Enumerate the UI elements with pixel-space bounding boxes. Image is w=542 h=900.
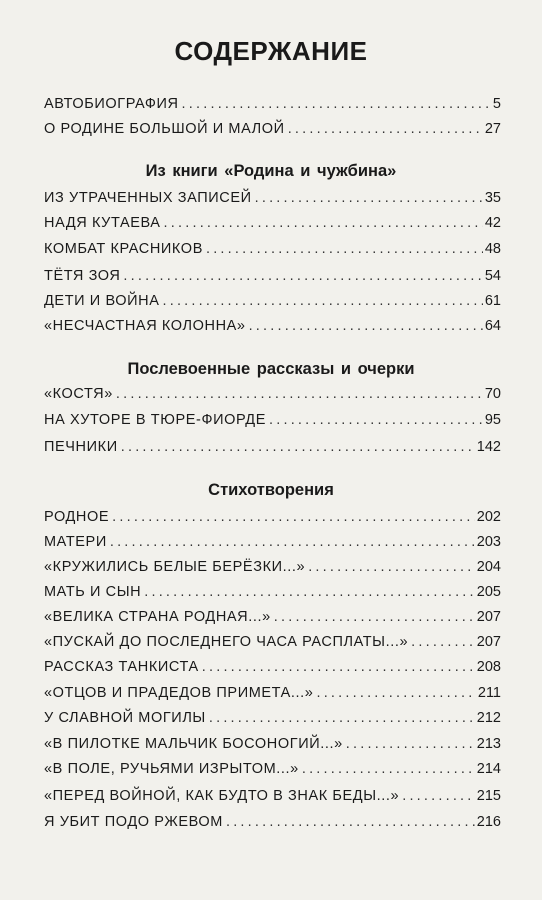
toc-entry-page: 35: [484, 190, 501, 206]
toc-entry-title: «НЕСЧАСТНАЯ КОЛОННА»: [44, 318, 246, 334]
leader-dots: [144, 584, 475, 600]
toc-entry[interactable]: [44, 293, 501, 315]
toc-entry-title: НАДЯ КУТАЕВА: [44, 215, 161, 231]
toc-entry-title: «ВЕЛИКА СТРАНА РОДНАЯ...»: [44, 609, 271, 625]
toc-entry[interactable]: [44, 814, 501, 836]
toc-entry[interactable]: [44, 685, 501, 707]
leader-dots: [226, 814, 475, 830]
toc-entry-title: «ПЕРЕД ВОЙНОЙ, КАК БУДТО В ЗНАК БЕДЫ...»: [44, 788, 400, 804]
toc-entry-page: 213: [476, 736, 501, 752]
toc-entry-page: 216: [476, 814, 501, 830]
toc-entry-page: 215: [476, 788, 501, 804]
toc-entry-title: НА ХУТОРЕ В ТЮРЕ-ФИОРДЕ: [44, 412, 267, 428]
toc-entry-page: 207: [476, 634, 501, 650]
toc-entry-page: 214: [476, 761, 501, 777]
leader-dots: [112, 509, 475, 525]
leader-dots: [269, 412, 483, 428]
toc-entry[interactable]: [44, 318, 501, 340]
toc-entry-title: РОДНОЕ: [44, 509, 110, 525]
toc-entry-title: РАССКАЗ ТАНКИСТА: [44, 659, 199, 675]
leader-dots: [255, 190, 483, 206]
toc-entry[interactable]: [44, 241, 501, 263]
toc-entry-page: 54: [484, 268, 501, 284]
toc-entry-title: У СЛАВНОЙ МОГИЛЫ: [44, 710, 206, 726]
toc-entry-title: Я УБИТ ПОДО РЖЕВОМ: [44, 814, 223, 830]
toc-entry-page: 27: [484, 121, 501, 137]
leader-dots: [116, 386, 483, 402]
leader-dots: [402, 788, 475, 804]
toc-entry-page: 42: [484, 215, 501, 231]
toc-entry-page: 202: [476, 509, 501, 525]
leader-dots: [346, 736, 475, 752]
toc-entry-page: 212: [476, 710, 501, 726]
leader-dots: [123, 268, 482, 284]
leader-dots: [209, 710, 475, 726]
toc-entry-page: 70: [484, 386, 501, 402]
toc-entry[interactable]: [44, 96, 501, 118]
leader-dots: [182, 96, 491, 112]
toc-entry[interactable]: [44, 659, 501, 681]
toc-entry-title: «КРУЖИЛИСЬ БЕЛЫЕ БЕРЁЗКИ...»: [44, 559, 306, 575]
toc-entry[interactable]: [44, 386, 501, 408]
section-heading: Стихотворения: [208, 481, 334, 499]
leader-dots: [110, 534, 475, 550]
section-heading: Послевоенные рассказы и очерки: [127, 360, 415, 378]
toc-entry-title: КОМБАТ КРАСНИКОВ: [44, 241, 203, 257]
toc-entry-page: 64: [484, 318, 501, 334]
page-title: СОДЕРЖАНИЕ: [174, 36, 368, 66]
toc-entry[interactable]: [44, 121, 501, 143]
toc-entry-title: ПЕЧНИКИ: [44, 439, 118, 455]
toc-entry-page: 142: [476, 439, 501, 455]
toc-entry[interactable]: [44, 584, 501, 606]
leader-dots: [316, 685, 475, 701]
toc-entry-title: МАТЬ И СЫН: [44, 584, 142, 600]
leader-dots: [274, 609, 475, 625]
leader-dots: [202, 659, 475, 675]
toc-entry-page: 208: [476, 659, 501, 675]
toc-entry[interactable]: [44, 609, 501, 631]
toc-entry-page: 205: [476, 584, 501, 600]
toc-entry[interactable]: [44, 190, 501, 212]
toc-entry[interactable]: [44, 710, 501, 732]
leader-dots: [249, 318, 483, 334]
toc-entry-page: 211: [477, 685, 501, 701]
toc-entry-title: «ОТЦОВ И ПРАДЕДОВ ПРИМЕТА...»: [44, 685, 314, 701]
section-heading: Из книги «Родина и чужбина»: [145, 162, 397, 180]
toc-entry-title: АВТОБИОГРАФИЯ: [44, 96, 179, 112]
leader-dots: [308, 559, 475, 575]
toc-entry-title: ИЗ УТРАЧЕННЫХ ЗАПИСЕЙ: [44, 190, 252, 206]
toc-entry-page: 203: [476, 534, 501, 550]
toc-entry-title: ТЁТЯ ЗОЯ: [44, 268, 121, 284]
leader-dots: [302, 761, 475, 777]
leader-dots: [206, 241, 483, 257]
toc-entry[interactable]: [44, 439, 501, 461]
toc-entry-page: 95: [484, 412, 501, 428]
toc-entry-page: 207: [476, 609, 501, 625]
toc-entry-title: «ПУСКАЙ ДО ПОСЛЕДНЕГО ЧАСА РАСПЛАТЫ...»: [44, 634, 409, 650]
toc-entry-page: 48: [484, 241, 501, 257]
toc-entry[interactable]: [44, 412, 501, 434]
toc-entry[interactable]: [44, 215, 501, 237]
leader-dots: [121, 439, 475, 455]
leader-dots: [411, 634, 475, 650]
toc-entry-title: МАТЕРИ: [44, 534, 107, 550]
toc-entry[interactable]: [44, 634, 501, 656]
leader-dots: [164, 215, 483, 231]
leader-dots: [162, 293, 482, 309]
toc-entry-page: 61: [484, 293, 501, 309]
leader-dots: [288, 121, 483, 137]
toc-entry[interactable]: [44, 534, 501, 556]
toc-entry-title: ДЕТИ И ВОЙНА: [44, 293, 160, 309]
toc-entry-page: 204: [476, 559, 501, 575]
toc-entry-page: 5: [492, 96, 501, 112]
toc-entry[interactable]: [44, 788, 501, 810]
toc-entry[interactable]: [44, 559, 501, 581]
toc-entry-title: «В ПОЛЕ, РУЧЬЯМИ ИЗРЫТОМ...»: [44, 761, 299, 777]
toc-entry-title: «КОСТЯ»: [44, 386, 113, 402]
toc-entry[interactable]: [44, 509, 501, 531]
toc-entry[interactable]: [44, 736, 501, 758]
toc-entry-title: «В ПИЛОТКЕ МАЛЬЧИК БОСОНОГИЙ...»: [44, 736, 343, 752]
toc-entry[interactable]: [44, 268, 501, 290]
toc-entry[interactable]: [44, 761, 501, 783]
toc-entry-title: О РОДИНЕ БОЛЬШОЙ И МАЛОЙ: [44, 121, 285, 137]
